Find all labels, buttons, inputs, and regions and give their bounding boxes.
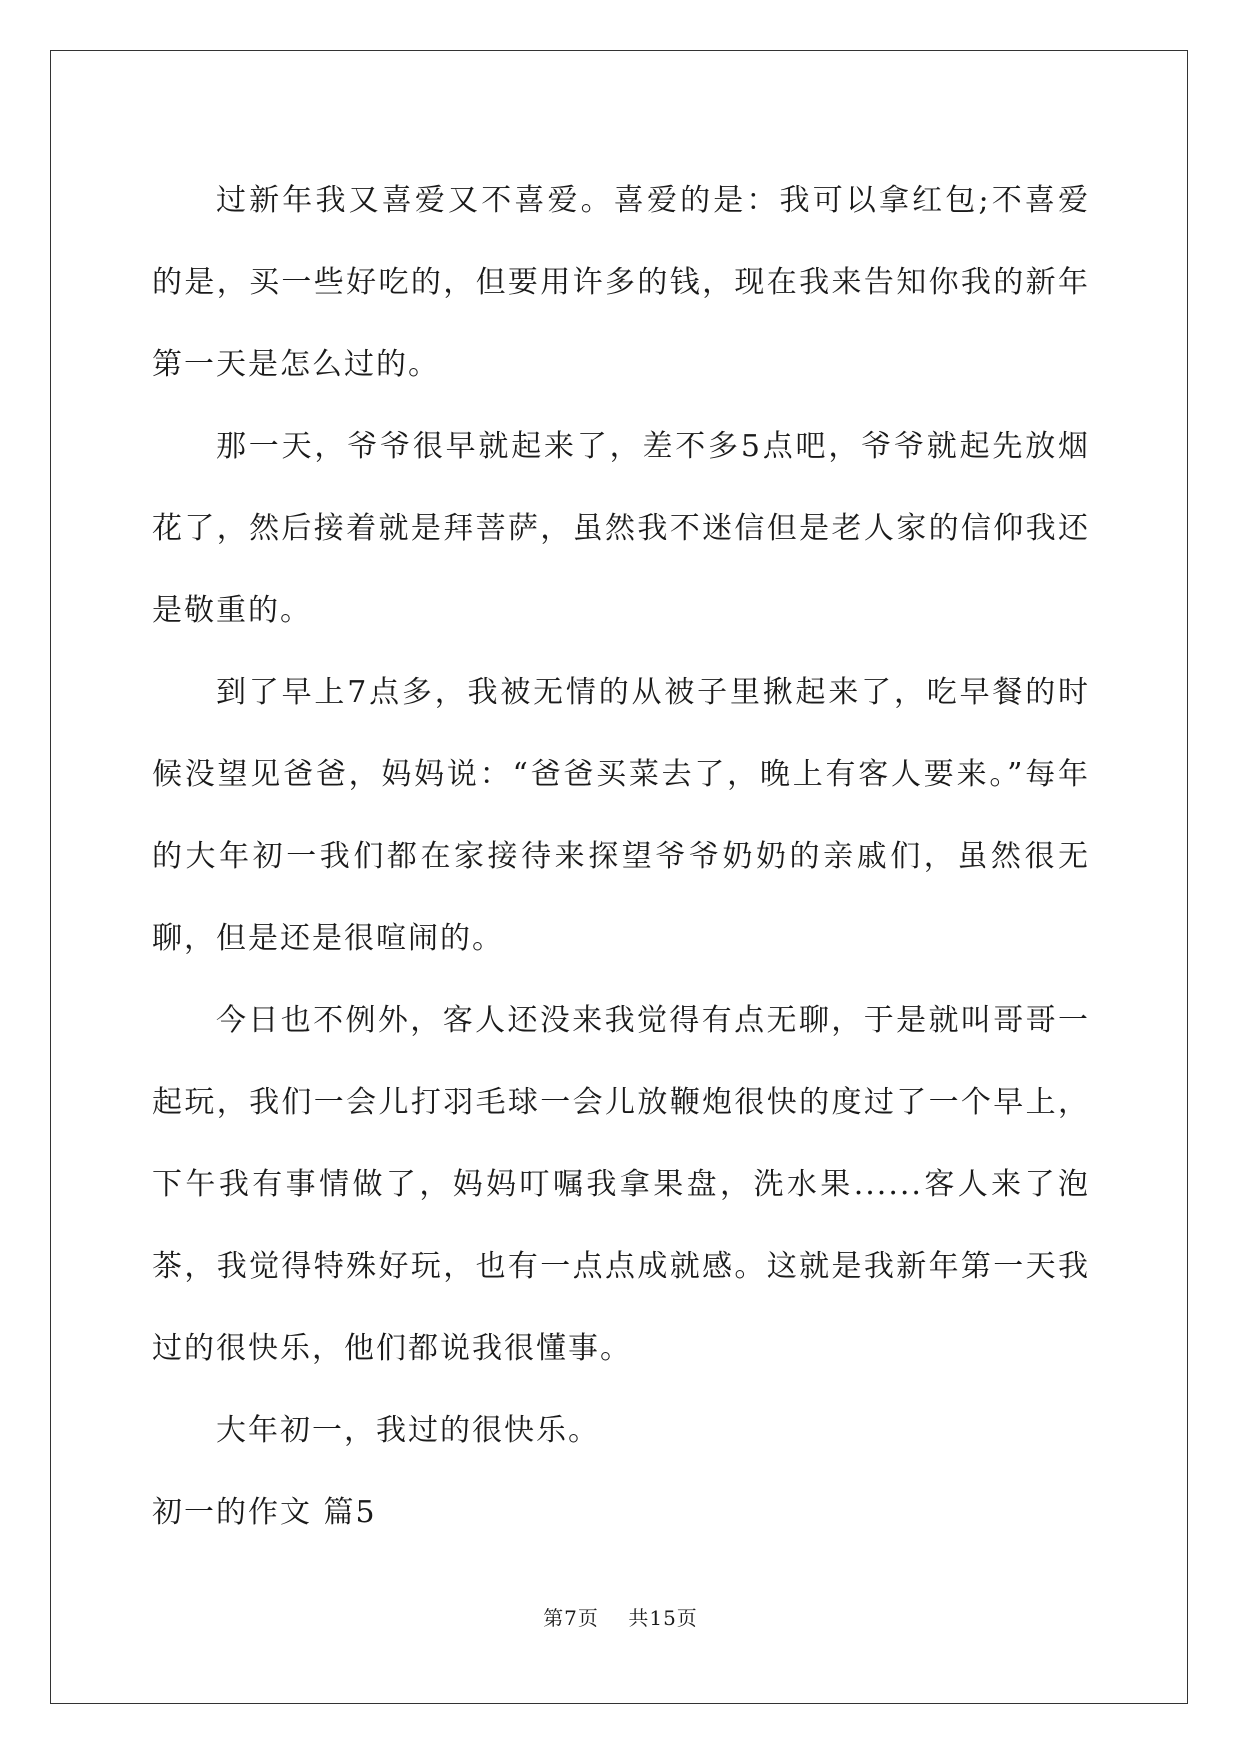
paragraph-3: 到了早上7点多，我被无情的从被子里揪起来了，吃早餐的时候没望见爸爸，妈妈说：“爸爸买菜去了，晚上有客人要来。”每年的大年初一我们都在家接待来探望爷爷奶奶的亲戚们，虽然很无聊，但是还是很喧闹的。 — [152, 675, 1090, 956]
paragraph-5: 大年初一，我过的很快乐。 — [216, 1413, 600, 1448]
paragraph-1: 过新年我又喜爱又不喜爱。喜爱的是：我可以拿红包;不喜爱的是，买一些好吃的，但要用许多的钱，现在我来告知你我的新年第一天是怎么过的。 — [152, 183, 1090, 382]
section-heading: 初一的作文 篇5 — [152, 1495, 377, 1530]
page-total: 共15页 — [628, 1606, 698, 1630]
page-footer — [0, 1602, 1241, 1631]
paragraph-2: 那一天，爷爷很早就起来了，差不多5点吧，爷爷就起先放烟花了，然后接着就是拜菩萨，虽然我不迷信但是老人家的信仰我还是敬重的。 — [152, 429, 1090, 628]
paragraph-4: 今日也不例外，客人还没来我觉得有点无聊，于是就叫哥哥一起玩，我们一会儿打羽毛球一会儿放鞭炮很快的度过了一个早上，下午我有事情做了，妈妈叮嘱我拿果盘，洗水果......客人来了泡茶，我觉得特殊好玩，也有一点点成就感。这就是我新年第一天我过的很快乐，他们都说我很懂事。 — [152, 1003, 1090, 1366]
page-number: 第7页 — [543, 1606, 599, 1630]
document-body — [152, 160, 1090, 1554]
